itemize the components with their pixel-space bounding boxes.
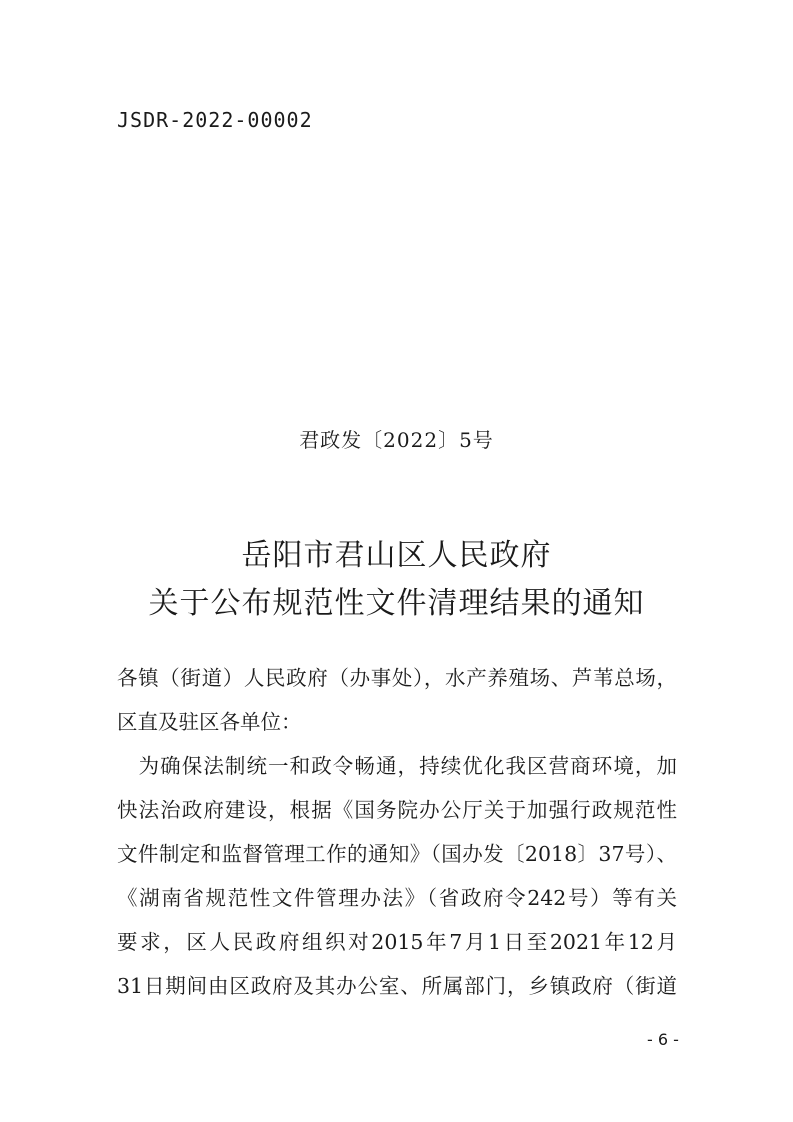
body-line: 要求，区人民政府组织对2015年7月1日至2021年12月 [117, 930, 677, 954]
body-line: 快法治政府建设，根据《国务院办公厅关于加强行政规范性 [117, 798, 677, 822]
body-line: 各镇（街道）人民政府（办事处），水产养殖场、芦苇总场， [117, 666, 677, 690]
document-code: JSDR-2022-00002 [117, 108, 313, 132]
body-line: 区直及驻区各单位： [117, 710, 302, 734]
body-line: 《湖南省规范性文件管理办法》（省政府令242号）等有关 [117, 886, 677, 910]
body-line: 为确保法制统一和政令畅通，持续优化我区营商环境，加 [117, 754, 677, 778]
page-number: - 6 - [647, 1030, 679, 1049]
body-line: 31日期间由区政府及其办公室、所属部门，乡镇政府（街道 [117, 974, 677, 998]
body-line: 文件制定和监督管理工作的通知》（国办发〔2018〕37号）、 [117, 842, 677, 866]
title-line-1: 岳阳市君山区人民政府 [241, 538, 552, 573]
document-number: 君政发〔2022〕5号 [299, 428, 494, 452]
title-line-2: 关于公布规范性文件清理结果的通知 [148, 586, 645, 621]
